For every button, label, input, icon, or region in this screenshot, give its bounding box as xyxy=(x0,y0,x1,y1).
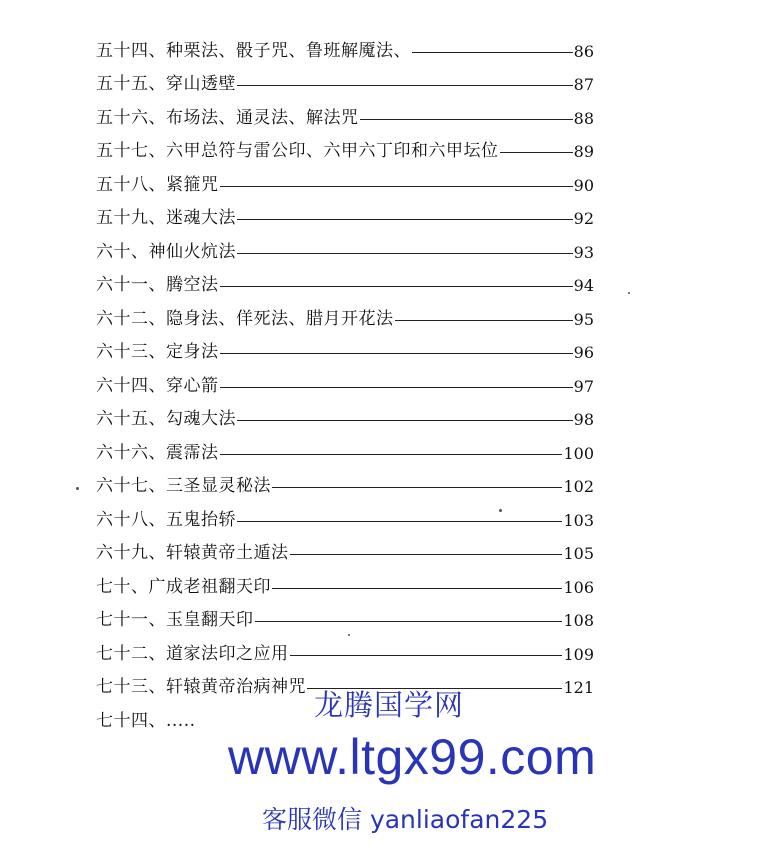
toc-page-number: 97 xyxy=(573,376,594,396)
toc-entry-title: 七十、广成老祖翻天印 xyxy=(96,576,271,597)
watermark-site-name: 龙腾国学网 xyxy=(314,688,465,722)
toc-leader-line xyxy=(272,588,562,589)
toc-entry xyxy=(96,395,594,429)
toc-entry xyxy=(96,361,594,395)
toc-entry-title: 七十二、道家法印之应用 xyxy=(96,643,289,664)
toc-entry xyxy=(96,194,594,228)
toc-page-number: 109 xyxy=(563,644,594,664)
toc-entry-title: 五十七、六甲总符与雷公印、六甲六丁印和六甲坛位 xyxy=(96,141,499,161)
toc-leader-line xyxy=(255,621,563,622)
toc-entry-title: 六十三、定身法 xyxy=(96,342,219,362)
scan-speck xyxy=(76,487,79,490)
scan-speck xyxy=(499,509,502,512)
toc-page-number: 105 xyxy=(563,544,594,563)
toc-entry-title: 六十七、三圣显灵秘法 xyxy=(96,476,271,496)
toc-entry xyxy=(96,60,594,94)
toc-entry-title: 六十九、轩辕黄帝土遁法 xyxy=(96,543,289,563)
toc-page-number: 89 xyxy=(573,142,594,161)
toc-entry-title: 六十八、五鬼抬轿 xyxy=(96,509,236,530)
toc-entry-title: 五十五、穿山透壁 xyxy=(96,74,236,94)
toc-leader-line xyxy=(220,353,573,354)
toc-entry-title: 五十八、紧箍咒 xyxy=(96,174,219,195)
toc-leader-line xyxy=(237,219,573,220)
toc-page-number: 103 xyxy=(563,510,594,530)
toc-leader-line xyxy=(290,554,563,555)
toc-entry-title: 六十、神仙火炕法 xyxy=(96,241,236,262)
toc-page-number: 93 xyxy=(573,242,594,262)
toc-page-number: 108 xyxy=(563,611,594,630)
toc-entry xyxy=(96,227,594,261)
toc-entry xyxy=(96,629,594,663)
table-of-contents xyxy=(96,26,594,730)
toc-leader-line xyxy=(272,487,562,488)
toc-entry-title: 七十四、..... xyxy=(96,710,196,731)
toc-page-number: 87 xyxy=(573,75,594,94)
toc-entry xyxy=(96,93,594,127)
toc-entry xyxy=(96,127,594,161)
toc-entry-title: 六十一、腾空法 xyxy=(96,275,219,295)
toc-leader-line xyxy=(237,420,573,421)
toc-page-number: 102 xyxy=(563,477,594,496)
toc-entry-title: 六十二、隐身法、佯死法、腊月开花法 xyxy=(96,308,394,329)
toc-leader-line xyxy=(220,186,573,187)
toc-page-number: 86 xyxy=(573,41,594,61)
toc-page-number: 90 xyxy=(573,175,594,195)
toc-leader-line xyxy=(220,387,573,388)
toc-leader-line xyxy=(237,521,562,522)
toc-page-number: 95 xyxy=(573,309,594,329)
watermark-url: www.ltgx99.com xyxy=(228,729,597,785)
toc-leader-line xyxy=(290,655,563,656)
toc-leader-line xyxy=(220,454,563,455)
toc-entry-title: 七十三、轩辕黄帝治病神咒 xyxy=(96,677,306,697)
toc-page-number: 106 xyxy=(563,577,594,597)
toc-entry xyxy=(96,462,594,496)
toc-entry xyxy=(96,529,594,563)
toc-page-number: 92 xyxy=(573,209,594,228)
toc-entry-title: 六十四、穿心箭 xyxy=(96,375,219,396)
toc-entry-title: 六十六、震霈法 xyxy=(96,442,219,463)
toc-leader-line xyxy=(237,253,573,254)
toc-entry-title: 六十五、勾魂大法 xyxy=(96,409,236,429)
toc-leader-line xyxy=(360,119,573,120)
toc-page-number: 88 xyxy=(573,108,594,128)
toc-entry xyxy=(96,261,594,295)
toc-entry-title: 五十六、布场法、通灵法、解法咒 xyxy=(96,107,359,128)
scan-speck xyxy=(628,292,630,294)
scan-speck xyxy=(348,634,350,636)
toc-entry xyxy=(96,562,594,596)
toc-page-number: 94 xyxy=(573,276,594,295)
toc-entry xyxy=(96,328,594,362)
toc-entry xyxy=(96,294,594,328)
toc-leader-line xyxy=(500,152,573,153)
toc-entry xyxy=(96,26,594,60)
toc-entry xyxy=(96,160,594,194)
toc-page-number: 96 xyxy=(573,343,594,362)
toc-leader-line xyxy=(237,85,573,86)
toc-entry xyxy=(96,428,594,462)
toc-page-number: 100 xyxy=(563,443,594,463)
toc-page-number: 121 xyxy=(563,678,594,697)
toc-leader-line xyxy=(412,52,573,53)
watermark-contact: 客服微信 yanliaofan225 xyxy=(262,805,549,834)
toc-entry-title: 五十四、种栗法、骰子咒、鲁班解魇法、 xyxy=(96,40,411,61)
toc-leader-line xyxy=(220,286,573,287)
toc-entry-title: 七十一、玉皇翻天印 xyxy=(96,610,254,630)
toc-entry xyxy=(96,495,594,529)
toc-entry-title: 五十九、迷魂大法 xyxy=(96,208,236,228)
toc-entry xyxy=(96,596,594,630)
toc-page-number: 98 xyxy=(573,410,594,429)
toc-leader-line xyxy=(395,320,573,321)
